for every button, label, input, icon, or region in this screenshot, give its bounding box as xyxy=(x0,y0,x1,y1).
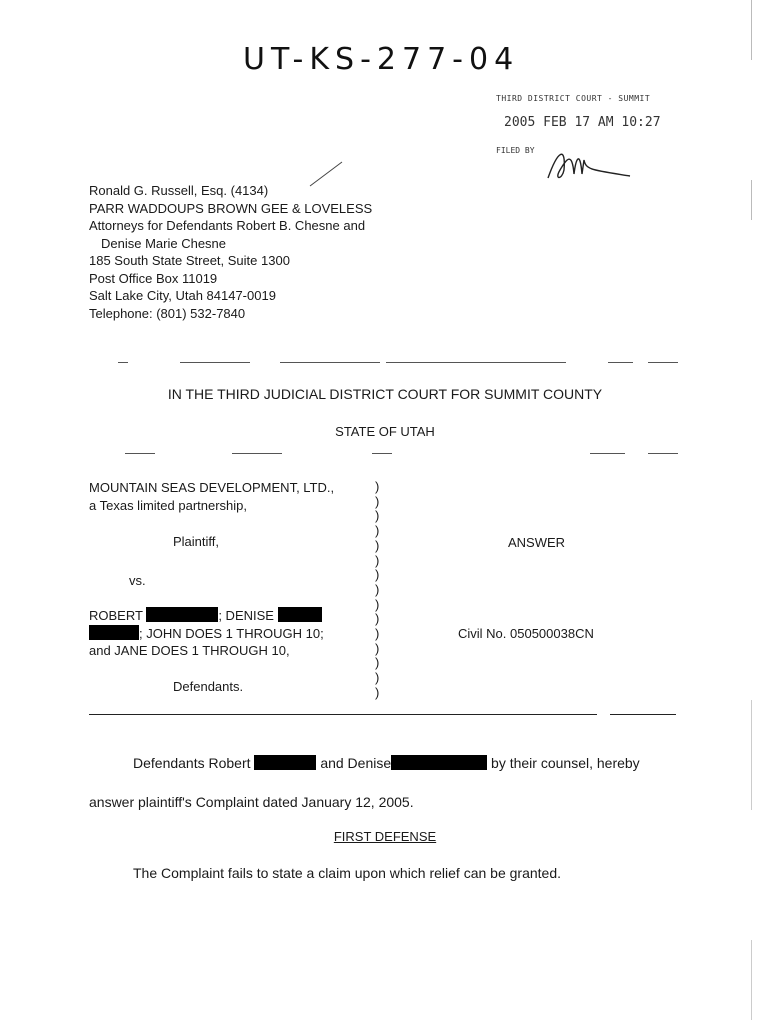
defendant-robert: ROBERT xyxy=(89,608,143,623)
counsel-line: Salt Lake City, Utah 84147-0019 xyxy=(89,288,276,303)
defendant-jane: and JANE DOES 1 THROUGH 10, xyxy=(89,643,290,658)
counsel-line: Denise Marie Chesne xyxy=(101,235,227,251)
counsel-line: Ronald G. Russell, Esq. (4134) xyxy=(89,183,269,198)
stamp-date: 2005 FEB 17 AM 10:27 xyxy=(504,115,661,130)
caption-brackets: ) ) ) ) ) ) ) ) ) ) ) ) ) ) ) xyxy=(375,479,380,700)
counsel-block xyxy=(89,182,449,322)
scan-artifact xyxy=(751,0,752,60)
scan-artifact xyxy=(751,180,752,220)
stamp-filed-by: FILED BY xyxy=(496,146,535,155)
defendants-line-1 xyxy=(89,607,374,625)
intro-counsel: by their counsel, hereby xyxy=(491,755,640,771)
divider xyxy=(372,453,392,454)
redaction-bar xyxy=(89,625,139,640)
scan-artifact xyxy=(751,700,752,810)
plaintiff-name: MOUNTAIN SEAS DEVELOPMENT, LTD., xyxy=(89,480,335,495)
redaction-bar xyxy=(278,607,322,622)
divider xyxy=(648,453,678,454)
divider xyxy=(280,362,380,363)
versus: vs. xyxy=(129,572,146,588)
defendant-denise: ; DENISE xyxy=(218,608,274,623)
divider xyxy=(648,362,678,363)
first-defense-text: The Complaint fails to state a claim upon which relief can be granted. xyxy=(133,865,562,881)
court-title: IN THE THIRD JUDICIAL DISTRICT COURT FOR SUMMIT COUNTY xyxy=(167,386,603,402)
redaction-bar xyxy=(146,607,218,622)
divider xyxy=(608,362,633,363)
plaintiff-role: Plaintiff, xyxy=(173,534,220,549)
intro-denise: and Denise xyxy=(320,755,392,771)
defendant-john: ; JOHN DOES 1 THROUGH 10; xyxy=(139,625,324,641)
handwritten-case-number: UT-KS-277-04 xyxy=(243,42,520,77)
first-defense-heading: FIRST DEFENSE xyxy=(333,829,437,844)
divider xyxy=(232,453,282,454)
defendant-role: Defendants. xyxy=(173,678,244,694)
counsel-line: Telephone: (801) 532-7840 xyxy=(89,305,246,321)
counsel-line: Post Office Box 11019 xyxy=(89,270,218,286)
counsel-line: 185 South State Street, Suite 1300 xyxy=(89,253,290,268)
signature xyxy=(540,140,640,190)
civil-number: Civil No. 050500038CN xyxy=(458,626,594,641)
divider xyxy=(610,714,676,715)
counsel-line: PARR WADDOUPS BROWN GEE & LOVELESS xyxy=(89,200,373,216)
stamp-court: THIRD DISTRICT COURT - SUMMIT xyxy=(496,94,651,103)
counsel-line: Attorneys for Defendants Robert B. Chesne and xyxy=(89,218,366,233)
redaction-bar xyxy=(391,755,487,770)
divider xyxy=(89,714,597,715)
document-type: ANSWER xyxy=(508,535,566,550)
defendants-line-2 xyxy=(89,625,374,643)
caption-parties xyxy=(89,479,374,695)
divider xyxy=(118,362,128,363)
scan-artifact xyxy=(751,940,752,1020)
intro-paragraph-line-1 xyxy=(133,755,693,771)
court-state: STATE OF UTAH xyxy=(335,424,435,439)
divider xyxy=(180,362,250,363)
divider xyxy=(125,453,155,454)
redaction-bar xyxy=(254,755,316,770)
divider xyxy=(590,453,625,454)
plaintiff-description: a Texas limited partnership, xyxy=(89,497,248,513)
divider xyxy=(386,362,566,363)
intro-paragraph-line-2: answer plaintiff's Complaint dated January 12, 2005. xyxy=(89,794,414,810)
intro-robert: Defendants Robert xyxy=(133,755,251,771)
